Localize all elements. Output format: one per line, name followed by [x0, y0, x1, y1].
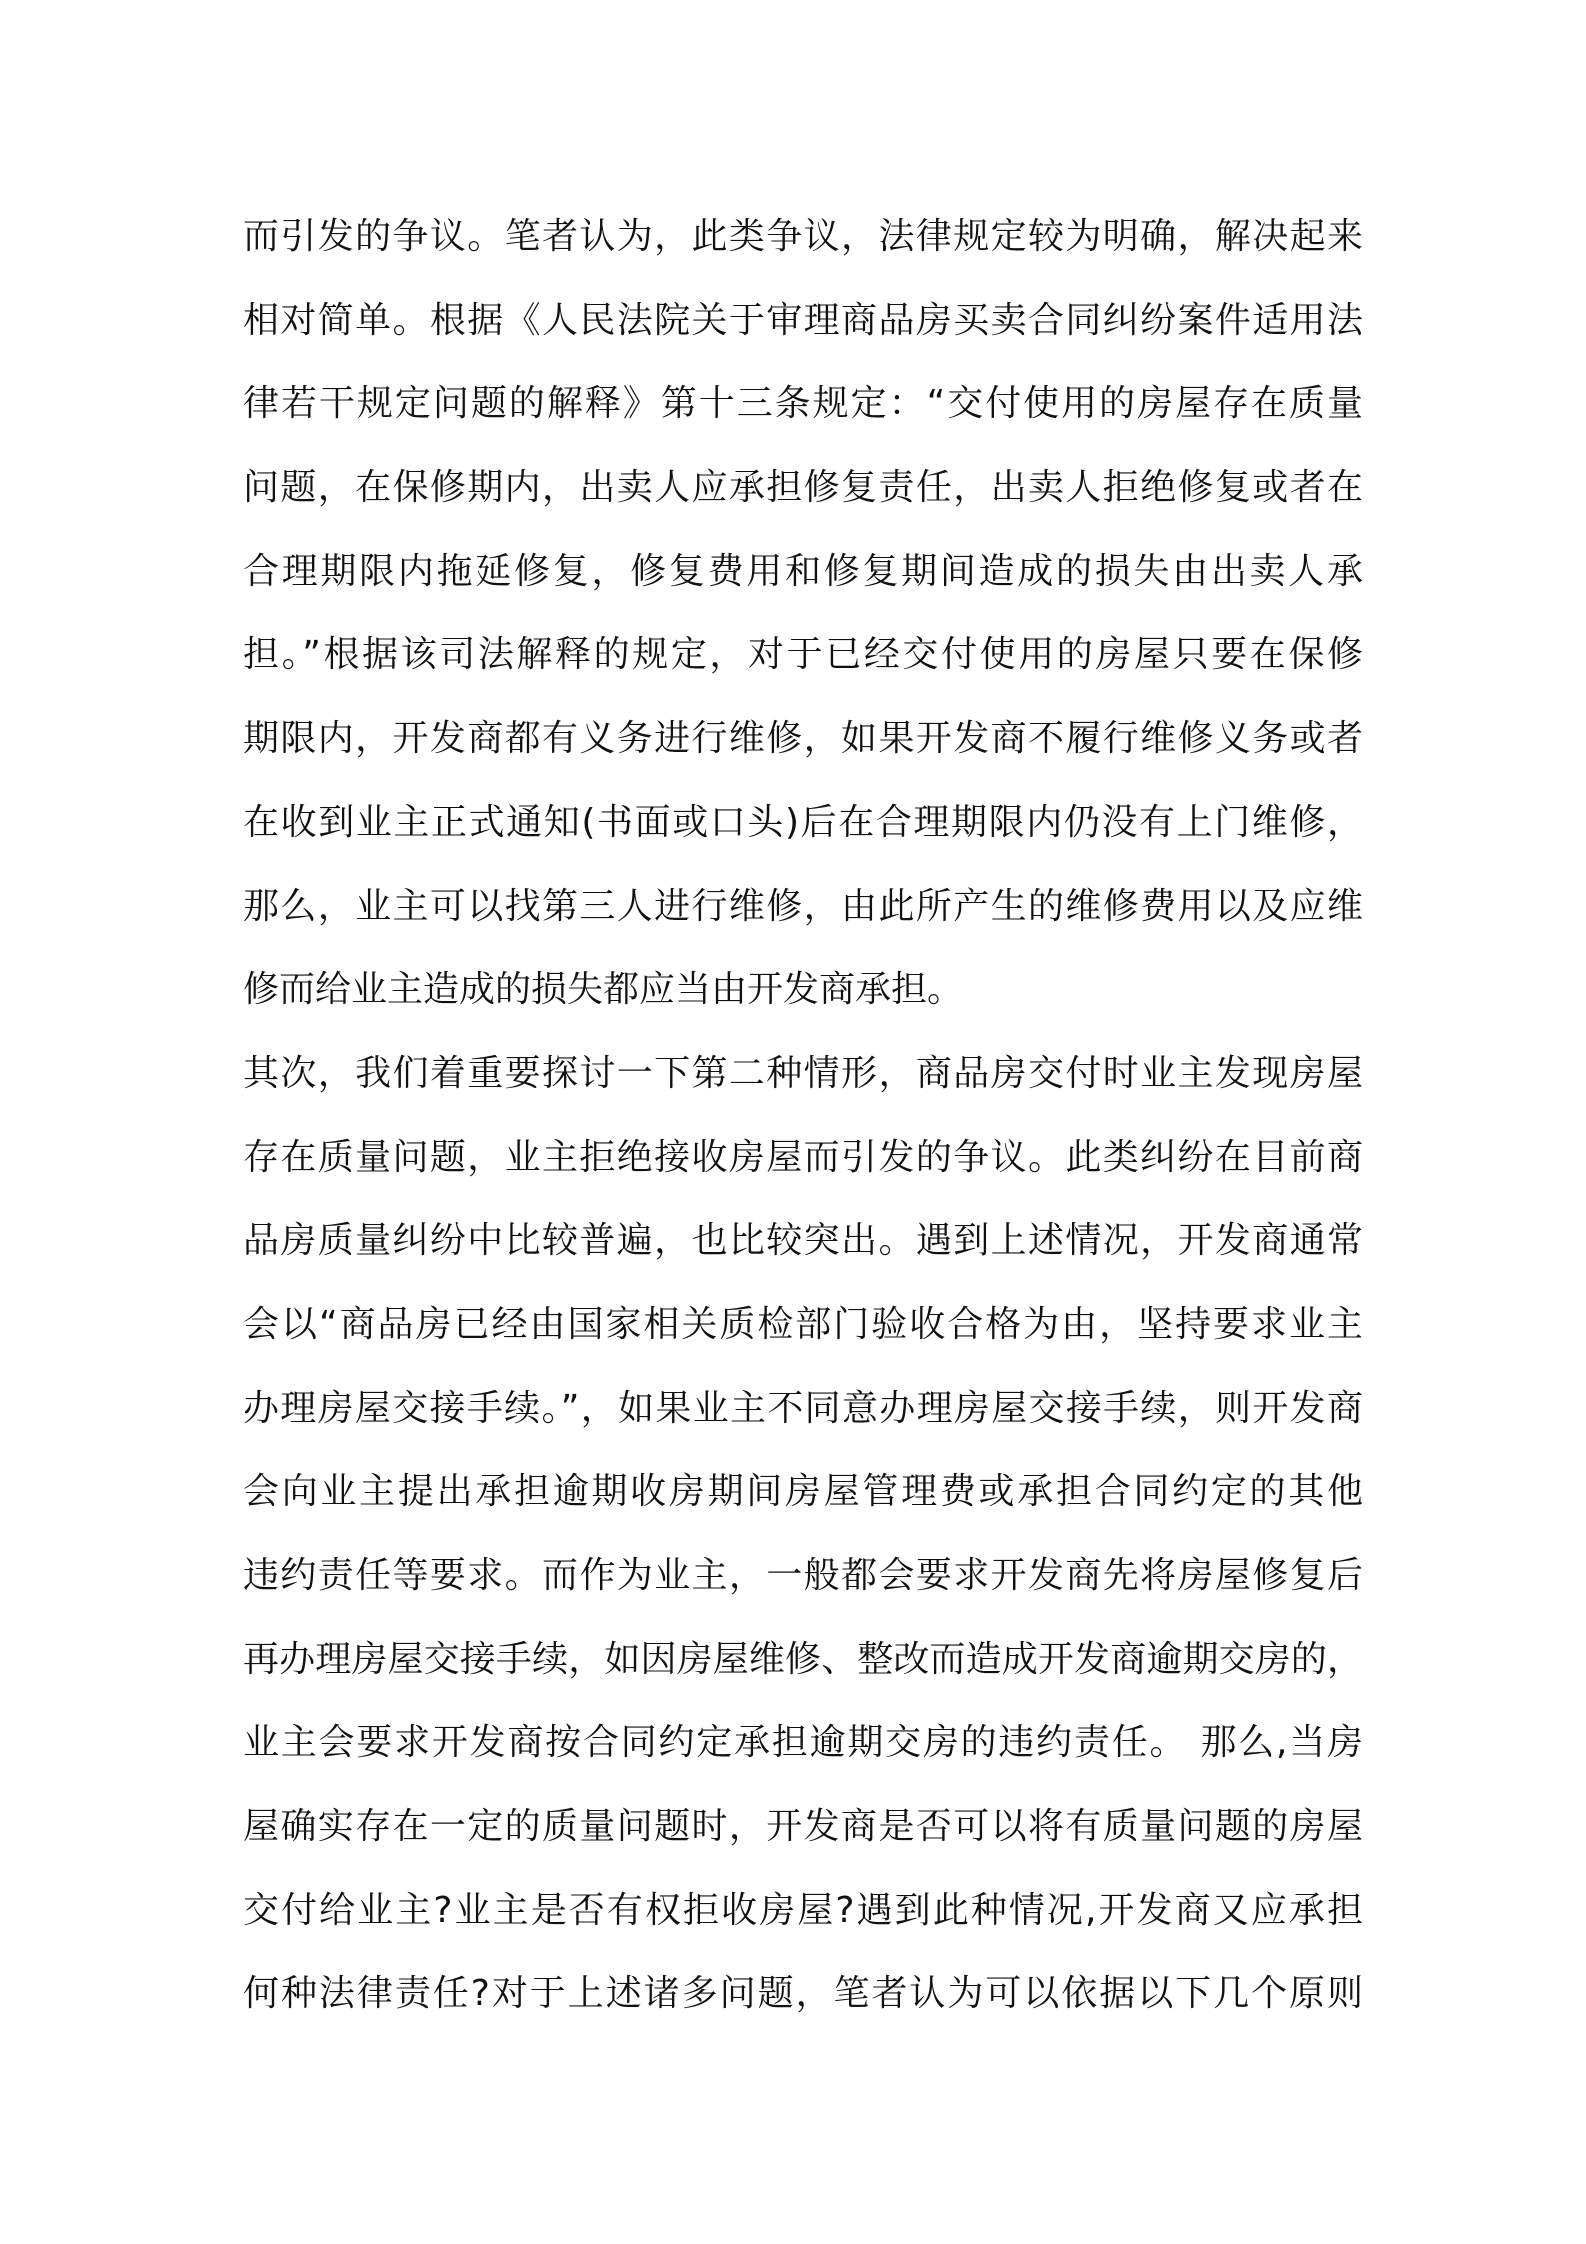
text-line: 会向业主提出承担逾期收房期间房屋管理费或承担合同约定的其他 — [243, 1471, 1363, 1513]
text-line: 会以“商品房已经由国家相关质检部门验收合格为由，坚持要求业主 — [243, 1303, 1363, 1345]
text-line: 办理房屋交接手续。”，如果业主不同意办理房屋交接手续，则开发商 — [243, 1387, 1363, 1429]
text-line: 何种法律责任?对于上述诸多问题，笔者认为可以依据以下几个原则 — [243, 1973, 1363, 2015]
text-line: 问题，在保修期内，出卖人应承担修复责任，出卖人拒绝修复或者在 — [243, 467, 1363, 509]
body-text — [243, 195, 1363, 2036]
text-line: 合理期限内拖延修复，修复费用和修复期间造成的损失由出卖人承 — [243, 550, 1363, 592]
text-line: 而引发的争议。笔者认为，此类争议，法律规定较为明确，解决起来 — [243, 216, 1363, 257]
text-line: 存在质量问题，业主拒绝接收房屋而引发的争议。此类纠纷在目前商 — [243, 1136, 1363, 1178]
text-line: 违约责任等要求。而作为业主，一般都会要求开发商先将房屋修复后 — [243, 1555, 1363, 1596]
text-line: 品房质量纠纷中比较普遍，也比较突出。遇到上述情况，开发商通常 — [243, 1220, 1363, 1262]
text-line: 交付给业主?业主是否有权拒收房屋?遇到此种情况,开发商又应承担 — [243, 1889, 1363, 1931]
text-line: 律若干规定问题的解释》第十三条规定：“交付使用的房屋存在质量 — [243, 383, 1363, 425]
text-line: 其次，我们着重要探讨一下第二种情形，商品房交付时业主发现房屋 — [243, 1052, 1363, 1094]
text-line: 相对简单。根据《人民法院关于审理商品房买卖合同纠纷案件适用法 — [243, 299, 1363, 341]
paragraph-end-line: 修而给业主造成的损失都应当由开发商承担。 — [243, 969, 964, 1011]
text-line: 那么，业主可以找第三人进行维修，由此所产生的维修费用以及应维 — [243, 885, 1363, 927]
text-line: 业主会要求开发商按合同约定承担逾期交房的违约责任。 那么,当房 — [243, 1722, 1363, 1764]
text-line: 期限内，开发商都有义务进行维修，如果开发商不履行维修义务或者 — [243, 718, 1363, 760]
text-line: 屋确实存在一定的质量问题时，开发商是否可以将有质量问题的房屋 — [243, 1806, 1363, 1848]
text-line: 再办理房屋交接手续，如因房屋维修、整改而造成开发商逾期交房的， — [243, 1638, 1363, 1680]
text-line: 担。”根据该司法解释的规定，对于已经交付使用的房屋只要在保修 — [243, 634, 1363, 676]
text-line: 在收到业主正式通知(书面或口头)后在合理期限内仍没有上门维修， — [243, 801, 1363, 843]
